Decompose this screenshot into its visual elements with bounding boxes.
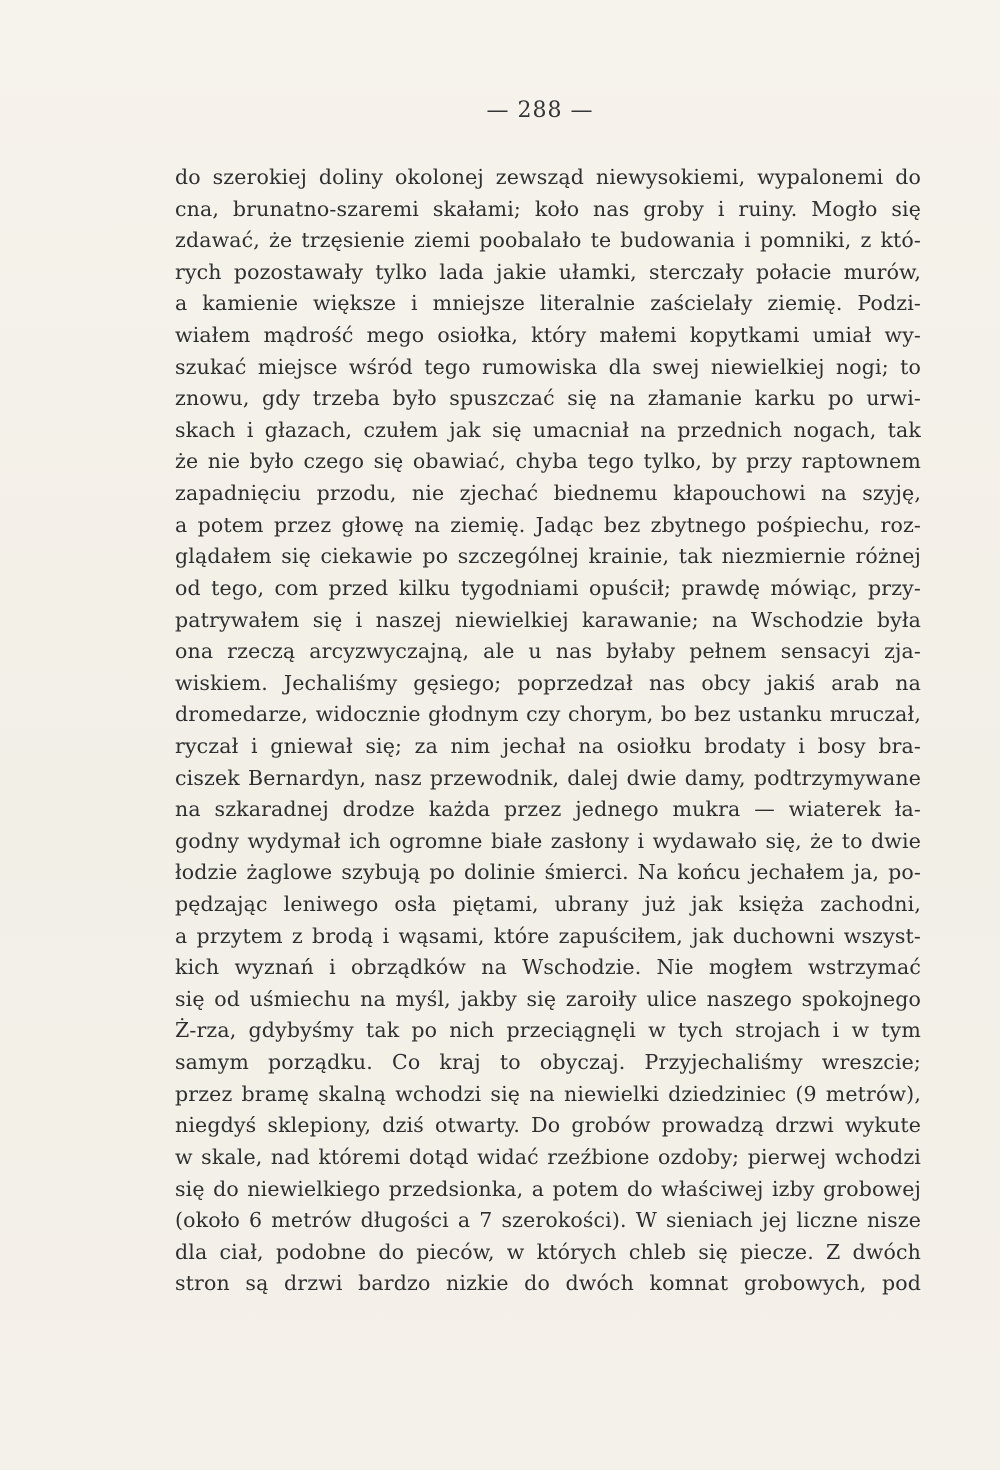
body-text — [175, 162, 921, 1300]
page-number: — 288 — — [486, 98, 594, 123]
text-line: przez bramę skalną wchodzi się na niewielki dziedziniec (9 metrów), — [175, 1081, 921, 1106]
text-line: niegdyś sklepiony, dziś otwarty. Do grobów prowadzą drzwi wykute — [175, 1113, 921, 1138]
text-line: stron są drzwi bardzo nizkie do dwóch komnat grobowych, pod — [175, 1271, 921, 1296]
text-line: na szkaradnej drodze każda przez jednego mukra — wiaterek ła- — [175, 797, 921, 822]
text-line: zdawać, że trzęsienie ziemi poobalało te budowania i pomniki, z któ- — [175, 228, 921, 253]
text-line: zapadnięciu przodu, nie zjechać biednemu kłapouchowi na szyję, — [175, 481, 921, 506]
text-line: w skale, nad któremi dotąd widać rzeźbione ozdoby; pierwej wchodzi — [175, 1144, 921, 1169]
text-line: a kamienie większe i mniejsze literalnie zaścielały ziemię. Podzi- — [175, 291, 921, 316]
text-line: Ż-rza, gdybyśmy tak po nich przeciągnęli w tych strojach i w tym — [175, 1018, 921, 1043]
text-line: że nie było czego się obawiać, chyba tego tylko, by przy raptownem — [175, 449, 921, 474]
text-line: samym porządku. Co kraj to obyczaj. Przyjechaliśmy wreszcie; — [175, 1050, 921, 1075]
text-line: ona rzeczą arcyzwyczajną, ale u nas byłaby pełnem sensacyi zja- — [175, 639, 921, 664]
text-line: a przytem z brodą i wąsami, które zapuściłem, jak duchowni wszyst- — [175, 923, 921, 948]
text-line: wiskiem. Jechaliśmy gęsiego; poprzedzał nas obcy jakiś arab na — [175, 670, 921, 695]
text-line: patrywałem się i naszej niewielkiej karawanie; na Wschodzie była — [175, 607, 921, 632]
text-line: znowu, gdy trzeba było spuszczać się na złamanie karku po urwi- — [175, 386, 921, 411]
text-line: godny wydymał ich ogromne białe zasłony i wydawało się, że to dwie — [175, 828, 921, 853]
text-line: a potem przez głowę na ziemię. Jadąc bez zbytnego pośpiechu, roz- — [175, 512, 921, 537]
text-line: dromedarze, widocznie głodnym czy chorym, bo bez ustanku mruczał, — [175, 702, 921, 727]
text-line: się do niewielkiego przedsionka, a potem do właściwej izby grobowej — [175, 1176, 921, 1201]
text-line: kich wyznań i obrządków na Wschodzie. Nie mogłem wstrzymać — [175, 955, 921, 980]
text-line: się od uśmiechu na myśl, jakby się zaroiły ulice naszego spokojnego — [175, 986, 921, 1011]
text-line: ryczał i gniewał się; za nim jechał na osiołku brodaty i bosy bra- — [175, 733, 921, 758]
text-line: łodzie żaglowe szybują po dolinie śmierci. Na końcu jechałem ja, po- — [175, 860, 921, 885]
text-line: do szerokiej doliny okolonej zewsząd niewysokiemi, wypalonemi do — [175, 165, 921, 189]
text-line: pędzając leniwego osła piętami, ubrany już jak księża zachodni, — [175, 892, 921, 917]
text-line: (około 6 metrów długości a 7 szerokości). W sieniach jej liczne nisze — [175, 1208, 921, 1233]
text-line: skach i głazach, czułem jak się umacniał na przednich nogach, tak — [175, 417, 921, 442]
text-line: dla ciał, podobne do pieców, w których chleb się piecze. Z dwóch — [175, 1239, 921, 1264]
text-line: szukać miejsce wśród tego rumowiska dla swej niewielkiej nogi; to — [175, 354, 921, 379]
text-line: ciszek Bernardyn, nasz przewodnik, dalej dwie damy, podtrzymywane — [175, 765, 921, 790]
text-line: od tego, com przed kilku tygodniami opuścił; prawdę mówiąc, przy- — [175, 575, 921, 600]
text-line: wiałem mądrość mego osiołka, który małemi kopytkami umiał wy- — [175, 323, 921, 348]
text-line: glądałem się ciekawie po szczególnej krainie, tak niezmiernie różnej — [175, 544, 921, 569]
text-line: cna, brunatno-szaremi skałami; koło nas groby i ruiny. Mogło się — [175, 196, 921, 221]
text-line: rych pozostawały tylko lada jakie ułamki, sterczały połacie murów, — [175, 259, 921, 284]
